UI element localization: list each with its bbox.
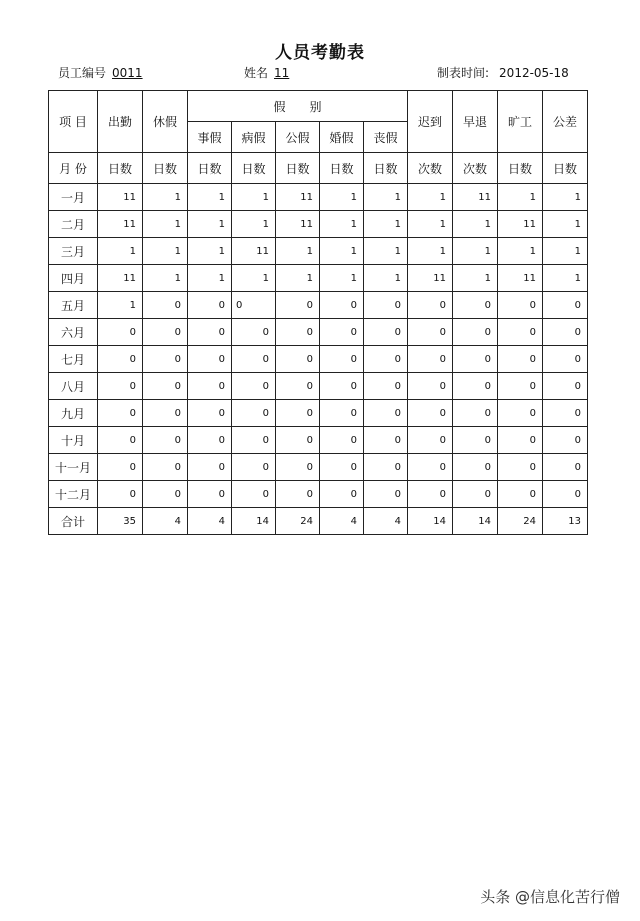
- value-cell: 0: [188, 481, 232, 508]
- value-cell: 1: [98, 238, 143, 265]
- value-cell: 0: [143, 346, 188, 373]
- value-cell: 0: [143, 481, 188, 508]
- month-label: 九月: [49, 400, 98, 427]
- table-row: [49, 346, 588, 373]
- value-cell: 0: [276, 400, 320, 427]
- col-chuqin: 出勤: [98, 91, 143, 153]
- unit-cell: 次数: [453, 153, 498, 184]
- value-cell: 0: [364, 400, 408, 427]
- table-row: [49, 292, 588, 319]
- employee-name-value: 11: [274, 66, 290, 80]
- table-row: [49, 373, 588, 400]
- value-cell: 14: [232, 508, 276, 535]
- value-cell: 0: [320, 454, 364, 481]
- value-cell: 0: [408, 427, 453, 454]
- value-cell: 4: [364, 508, 408, 535]
- value-cell: 0: [364, 481, 408, 508]
- employee-number-label: 员工编号: [58, 66, 107, 80]
- table-row: [49, 184, 588, 211]
- value-cell: 0: [408, 346, 453, 373]
- value-cell: 0: [364, 454, 408, 481]
- value-cell: 0: [498, 319, 543, 346]
- value-cell: 0: [143, 319, 188, 346]
- value-cell: 0: [232, 319, 276, 346]
- value-cell: 11: [408, 265, 453, 292]
- table-row: [49, 427, 588, 454]
- value-cell: 1: [408, 211, 453, 238]
- value-cell: 1: [98, 292, 143, 319]
- value-cell: 0: [320, 427, 364, 454]
- value-cell: 1: [543, 184, 588, 211]
- value-cell: 0: [276, 373, 320, 400]
- value-cell: 0: [98, 481, 143, 508]
- value-cell: 0: [320, 319, 364, 346]
- value-cell: 0: [320, 373, 364, 400]
- month-header: 月 份: [49, 153, 98, 184]
- employee-name-label: 姓名: [244, 66, 269, 80]
- month-label: 五月: [49, 292, 98, 319]
- employee-name: [244, 64, 289, 81]
- value-cell: 0: [188, 373, 232, 400]
- value-cell: 0: [98, 454, 143, 481]
- value-cell: 0: [543, 346, 588, 373]
- month-label: 十一月: [49, 454, 98, 481]
- value-cell: 1: [364, 184, 408, 211]
- col-gongchai: 公差: [543, 91, 588, 153]
- value-cell: 0: [543, 373, 588, 400]
- value-cell: 0: [364, 292, 408, 319]
- value-cell: 1: [276, 238, 320, 265]
- unit-cell: 日数: [276, 153, 320, 184]
- employee-number: [58, 64, 143, 81]
- value-cell: 0: [276, 427, 320, 454]
- value-cell: 0: [98, 373, 143, 400]
- value-cell: 1: [232, 184, 276, 211]
- value-cell: 1: [364, 265, 408, 292]
- value-cell: 0: [320, 481, 364, 508]
- table-row: [49, 238, 588, 265]
- col-kuanggong: 旷工: [498, 91, 543, 153]
- table-row: [49, 481, 588, 508]
- header-row-top: [49, 91, 588, 122]
- value-cell: 11: [453, 184, 498, 211]
- value-cell: 1: [143, 265, 188, 292]
- value-cell: 0: [498, 454, 543, 481]
- value-cell: 0: [143, 454, 188, 481]
- unit-cell: 日数: [98, 153, 143, 184]
- unit-cell: 日数: [498, 153, 543, 184]
- value-cell: 1: [188, 265, 232, 292]
- value-cell: 0: [232, 400, 276, 427]
- value-cell: 1: [188, 211, 232, 238]
- month-label: 二月: [49, 211, 98, 238]
- value-cell: 0: [320, 292, 364, 319]
- value-cell: 0: [543, 319, 588, 346]
- value-cell: 14: [453, 508, 498, 535]
- total-row: [49, 508, 588, 535]
- value-cell: 1: [364, 238, 408, 265]
- value-cell: 1: [364, 211, 408, 238]
- units-row: [49, 153, 588, 184]
- month-label: 八月: [49, 373, 98, 400]
- unit-cell: 日数: [143, 153, 188, 184]
- value-cell: 0: [498, 373, 543, 400]
- value-cell: 0: [543, 481, 588, 508]
- value-cell: 1: [543, 265, 588, 292]
- watermark-credit: 头条 @信息化苦行僧: [480, 888, 620, 906]
- value-cell: 1: [408, 184, 453, 211]
- value-cell: 11: [98, 184, 143, 211]
- unit-cell: 次数: [408, 153, 453, 184]
- value-cell: 1: [320, 211, 364, 238]
- value-cell: 0: [453, 427, 498, 454]
- value-cell: 11: [276, 184, 320, 211]
- value-cell: 1: [276, 265, 320, 292]
- value-cell: 0: [276, 292, 320, 319]
- value-cell: 0: [453, 481, 498, 508]
- table-row: [49, 400, 588, 427]
- month-label: 三月: [49, 238, 98, 265]
- value-cell: 0: [188, 292, 232, 319]
- col-bingjia: 病假: [232, 122, 276, 153]
- value-cell: 0: [408, 292, 453, 319]
- value-cell: 0: [320, 400, 364, 427]
- value-cell: 0: [364, 346, 408, 373]
- report-date-value: 2012-05-18: [499, 66, 569, 80]
- value-cell: 0: [98, 319, 143, 346]
- value-cell: 0: [276, 319, 320, 346]
- value-cell: 0: [232, 346, 276, 373]
- value-cell: 1: [320, 265, 364, 292]
- col-chidao: 迟到: [408, 91, 453, 153]
- value-cell: 11: [98, 265, 143, 292]
- value-cell: 0: [364, 373, 408, 400]
- col-xiujia: 休假: [143, 91, 188, 153]
- value-cell: 0: [498, 346, 543, 373]
- value-cell: 1: [143, 184, 188, 211]
- value-cell: 11: [498, 265, 543, 292]
- unit-cell: 日数: [543, 153, 588, 184]
- col-zaotui: 早退: [453, 91, 498, 153]
- month-label: 一月: [49, 184, 98, 211]
- value-cell: 0: [498, 400, 543, 427]
- value-cell: 0: [408, 481, 453, 508]
- unit-cell: 日数: [364, 153, 408, 184]
- unit-cell: 日数: [232, 153, 276, 184]
- unit-cell: 日数: [320, 153, 364, 184]
- value-cell: 0: [364, 319, 408, 346]
- value-cell: 0: [232, 373, 276, 400]
- value-cell: 0: [453, 454, 498, 481]
- value-cell: 0: [543, 400, 588, 427]
- month-label: 七月: [49, 346, 98, 373]
- value-cell: 1: [498, 238, 543, 265]
- employee-number-value: 0011: [112, 66, 143, 80]
- value-cell: 1: [188, 184, 232, 211]
- value-cell: 0: [232, 292, 276, 319]
- value-cell: 1: [498, 184, 543, 211]
- value-cell: 4: [143, 508, 188, 535]
- unit-cell: 日数: [188, 153, 232, 184]
- value-cell: 0: [98, 400, 143, 427]
- value-cell: 1: [143, 238, 188, 265]
- table-row: [49, 211, 588, 238]
- value-cell: 13: [543, 508, 588, 535]
- value-cell: 1: [408, 238, 453, 265]
- value-cell: 0: [453, 373, 498, 400]
- table-row: [49, 454, 588, 481]
- attendance-table-body: [49, 91, 588, 535]
- value-cell: 11: [98, 211, 143, 238]
- value-cell: 0: [498, 427, 543, 454]
- value-cell: 0: [543, 292, 588, 319]
- value-cell: 1: [453, 211, 498, 238]
- value-cell: 0: [98, 427, 143, 454]
- value-cell: 0: [543, 454, 588, 481]
- value-cell: 0: [232, 481, 276, 508]
- value-cell: 14: [408, 508, 453, 535]
- leave-group-header: 假 别: [188, 91, 408, 122]
- value-cell: 0: [408, 454, 453, 481]
- value-cell: 0: [276, 481, 320, 508]
- value-cell: 0: [364, 427, 408, 454]
- col-sangjia: 丧假: [364, 122, 408, 153]
- value-cell: 0: [453, 346, 498, 373]
- value-cell: 0: [276, 346, 320, 373]
- value-cell: 4: [188, 508, 232, 535]
- value-cell: 0: [143, 400, 188, 427]
- col-shijia: 事假: [188, 122, 232, 153]
- col-hunjia: 婚假: [320, 122, 364, 153]
- value-cell: 0: [453, 400, 498, 427]
- attendance-table: [48, 90, 588, 535]
- value-cell: 1: [543, 211, 588, 238]
- value-cell: 0: [408, 319, 453, 346]
- value-cell: 4: [320, 508, 364, 535]
- value-cell: 0: [98, 346, 143, 373]
- value-cell: 0: [453, 292, 498, 319]
- value-cell: 0: [408, 400, 453, 427]
- value-cell: 0: [188, 454, 232, 481]
- page-title: 人员考勤表: [275, 43, 365, 63]
- value-cell: 0: [188, 427, 232, 454]
- col-gongjia: 公假: [276, 122, 320, 153]
- value-cell: 1: [320, 238, 364, 265]
- value-cell: 1: [320, 184, 364, 211]
- value-cell: 0: [498, 481, 543, 508]
- value-cell: 1: [143, 211, 188, 238]
- value-cell: 0: [453, 319, 498, 346]
- month-label: 六月: [49, 319, 98, 346]
- value-cell: 11: [276, 211, 320, 238]
- value-cell: 1: [188, 238, 232, 265]
- value-cell: 11: [232, 238, 276, 265]
- value-cell: 0: [143, 292, 188, 319]
- month-label: 十月: [49, 427, 98, 454]
- value-cell: 24: [498, 508, 543, 535]
- value-cell: 0: [320, 346, 364, 373]
- value-cell: 1: [232, 211, 276, 238]
- value-cell: 35: [98, 508, 143, 535]
- report-date-label: 制表时间:: [437, 66, 490, 80]
- value-cell: 0: [143, 373, 188, 400]
- value-cell: 24: [276, 508, 320, 535]
- value-cell: 1: [453, 265, 498, 292]
- value-cell: 1: [453, 238, 498, 265]
- value-cell: 0: [232, 454, 276, 481]
- month-label: 合计: [49, 508, 98, 535]
- item-header: 项 目: [49, 91, 98, 153]
- value-cell: 0: [188, 400, 232, 427]
- value-cell: 0: [188, 319, 232, 346]
- month-label: 十二月: [49, 481, 98, 508]
- table-row: [49, 319, 588, 346]
- value-cell: 0: [408, 373, 453, 400]
- value-cell: 0: [543, 427, 588, 454]
- value-cell: 0: [276, 454, 320, 481]
- value-cell: 11: [498, 211, 543, 238]
- value-cell: 0: [498, 292, 543, 319]
- value-cell: 1: [543, 238, 588, 265]
- table-row: [49, 265, 588, 292]
- value-cell: 0: [232, 427, 276, 454]
- value-cell: 1: [232, 265, 276, 292]
- value-cell: 0: [143, 427, 188, 454]
- value-cell: 0: [188, 346, 232, 373]
- report-date: [437, 64, 569, 81]
- month-label: 四月: [49, 265, 98, 292]
